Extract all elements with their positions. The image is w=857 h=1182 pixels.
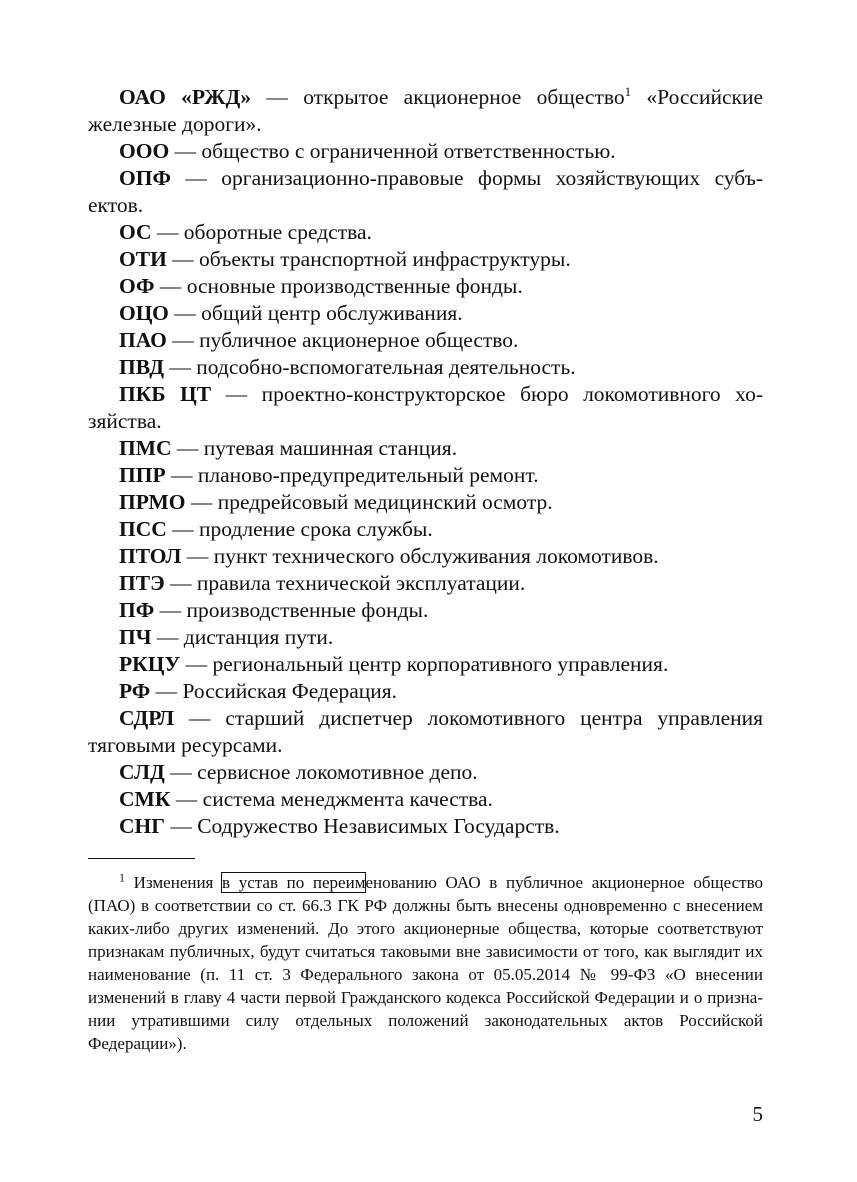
abbreviation-definition: открытое акционерное общество <box>303 85 625 109</box>
abbreviation-dash: — <box>151 625 184 649</box>
abbreviation-definition: путевая машинная станция. <box>203 436 458 460</box>
abbreviation-entry <box>88 624 763 651</box>
abbreviation-term: ОТИ <box>119 247 167 271</box>
abbreviation-dash: — <box>170 787 203 811</box>
abbreviation-dash: — <box>169 139 202 163</box>
abbreviation-term: ПЧ <box>119 625 152 649</box>
abbreviation-term: ОПФ <box>119 166 171 190</box>
abbreviation-definition: общий центр обслуживания. <box>201 301 463 325</box>
abbreviation-dash: — <box>251 85 304 109</box>
abbreviation-dash: — <box>164 814 198 838</box>
abbreviation-entry <box>88 651 763 678</box>
footnote <box>88 871 763 1055</box>
abbreviation-dash: — <box>166 247 200 271</box>
abbreviation-term: РКЦУ <box>119 652 181 676</box>
abbreviation-dash: — <box>171 436 204 460</box>
abbreviation-term: СЛД <box>119 760 165 784</box>
abbreviation-term: ПРМО <box>119 490 186 514</box>
abbreviation-entry <box>88 381 763 435</box>
abbreviation-dash: — <box>164 760 198 784</box>
abbreviation-entry <box>88 678 763 705</box>
abbreviation-term: ПАО <box>119 328 167 352</box>
abbreviation-definition: дистанция пути. <box>183 625 334 649</box>
abbreviation-definition: производственные фонды. <box>186 598 429 622</box>
abbreviation-term: ОЦО <box>119 301 169 325</box>
abbreviation-list <box>88 84 763 840</box>
footnote-mark: 1 <box>119 870 125 885</box>
abbreviation-term: ППР <box>119 463 166 487</box>
abbreviation-entry <box>88 219 763 246</box>
abbreviation-entry <box>88 759 763 786</box>
abbreviation-entry <box>88 327 763 354</box>
abbreviation-definition: сервисное локомотивное депо. <box>197 760 478 784</box>
abbreviation-entry <box>88 273 763 300</box>
abbreviation-definition: старший диспетчер локомотивного центра управления тяговыми ресурсами. <box>88 706 764 757</box>
abbreviation-entry <box>88 138 763 165</box>
abbreviation-dash: — <box>168 301 202 325</box>
abbreviation-dash: — <box>164 571 197 595</box>
abbreviation-definition: проектно-конструкторское бюро локомотивного хозяйства. <box>88 382 764 433</box>
abbreviation-term: ПМС <box>119 436 172 460</box>
abbreviation-definition: общество с ограниченной ответственностью. <box>201 139 616 163</box>
abbreviation-definition: организационно-правовые формы хозяйствующих субъектов. <box>88 166 763 217</box>
abbreviation-term: СМК <box>119 787 171 811</box>
abbreviation-term: ОФ <box>119 274 155 298</box>
page-number: 5 <box>752 1102 763 1126</box>
abbreviation-dash: — <box>181 544 214 568</box>
text-selection-highlight[interactable]: в устав по переим <box>222 873 366 892</box>
abbreviation-definition: региональный центр корпоративного управления. <box>212 652 669 676</box>
abbreviation-entry <box>88 570 763 597</box>
abbreviation-dash: — <box>185 490 218 514</box>
abbreviation-entry <box>88 435 763 462</box>
abbreviation-term: ПСС <box>119 517 167 541</box>
abbreviation-entry <box>88 300 763 327</box>
abbreviation-term: РФ <box>119 679 151 703</box>
abbreviation-term: СНГ <box>119 814 165 838</box>
abbreviation-definition: правила технической эксплуатации. <box>196 571 526 595</box>
abbreviation-definition-continued: «Российские железные дороги». <box>88 85 764 136</box>
abbreviation-definition: основные производственные фонды. <box>186 274 523 298</box>
abbreviation-entry <box>88 705 763 759</box>
abbreviation-term: ООО <box>119 139 170 163</box>
abbreviation-dash: — <box>166 517 200 541</box>
footnote-reference[interactable]: 1 <box>624 83 632 99</box>
abbreviation-dash: — <box>151 220 184 244</box>
abbreviation-entry <box>88 489 763 516</box>
abbreviation-dash: — <box>180 652 213 676</box>
abbreviation-definition: публичное акционерное общество. <box>199 328 519 352</box>
abbreviation-dash: — <box>154 274 187 298</box>
abbreviation-dash: — <box>174 706 226 730</box>
abbreviation-dash: — <box>166 328 200 352</box>
abbreviation-definition: пункт технического обслуживания локомотивов. <box>213 544 659 568</box>
abbreviation-definition: планово-предупредительный ремонт. <box>197 463 539 487</box>
abbreviation-term: ПКБ ЦТ <box>119 382 212 406</box>
abbreviation-entry <box>88 543 763 570</box>
abbreviation-entry <box>88 786 763 813</box>
abbreviation-definition: оборотные средства. <box>183 220 372 244</box>
abbreviation-term: ОС <box>119 220 152 244</box>
abbreviation-definition: Российская Федерация. <box>182 679 398 703</box>
abbreviation-term: ОАО «РЖД» <box>119 85 252 109</box>
abbreviation-definition: продление срока службы. <box>199 517 433 541</box>
abbreviation-definition: подсобно-вспомогательная деятельность. <box>196 355 576 379</box>
abbreviation-entry <box>88 354 763 381</box>
abbreviation-dash: — <box>211 382 262 406</box>
abbreviation-entry <box>88 84 763 138</box>
abbreviation-definition: Содружество Независимых Государств. <box>197 814 560 838</box>
abbreviation-dash: — <box>150 679 183 703</box>
abbreviation-entry <box>88 246 763 273</box>
abbreviation-dash: — <box>164 355 197 379</box>
footnote-text-before: Изменения <box>125 873 223 892</box>
abbreviation-term: ПФ <box>119 598 155 622</box>
abbreviation-definition: предрейсовый медицинский осмотр. <box>217 490 553 514</box>
abbreviation-entry <box>88 165 763 219</box>
abbreviation-dash: — <box>154 598 187 622</box>
abbreviation-definition: объекты транспортной инфраструктуры. <box>199 247 571 271</box>
footnote-separator <box>88 858 195 859</box>
abbreviation-term: СДРЛ <box>119 706 175 730</box>
abbreviation-dash: — <box>170 166 222 190</box>
abbreviation-entry <box>88 462 763 489</box>
abbreviation-entry <box>88 516 763 543</box>
abbreviation-entry <box>88 597 763 624</box>
abbreviation-term: ПТЭ <box>119 571 165 595</box>
abbreviation-term: ПТОЛ <box>119 544 182 568</box>
abbreviation-definition: система менеджмента качества. <box>202 787 493 811</box>
abbreviation-entry <box>88 813 763 840</box>
footnote-text-after: енованию ОАО в публичное акционерное общество (ПАО) в соответствии со ст. 66.3 ГК РФ должны быть внесены одновременно с внесением каких-либо других изменений. До этого акционерные общества, которые соответствуют признакам публичных, будут считаться таковыми вне зависимости от того, как выглядит их наименование (п. 11 ст. 3 Федерального закона от 05.05.2014 № 99-ФЗ «О внесении изменений в главу 4 части первой Гражданского кодекса Российской Федерации и о признании утратившими силу отдельных положений законодательных актов Российской Федерации»). <box>88 873 763 1053</box>
abbreviation-term: ПВД <box>119 355 165 379</box>
abbreviation-dash: — <box>165 463 198 487</box>
